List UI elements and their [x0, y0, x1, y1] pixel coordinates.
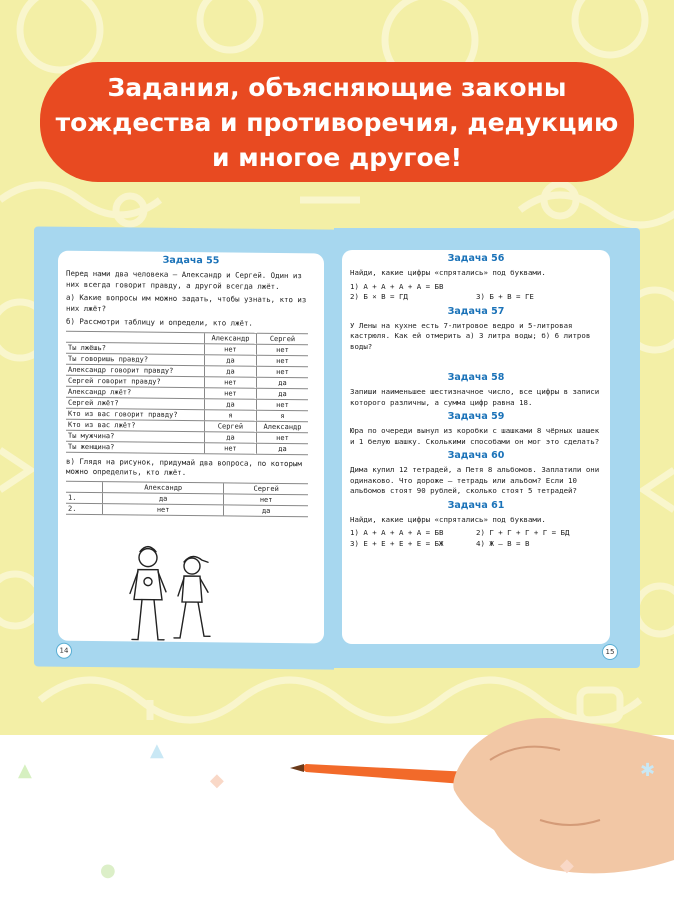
left-page-content	[58, 251, 324, 644]
open-book	[34, 228, 640, 676]
table-row: Ты мужчина? да нет	[66, 430, 308, 444]
decorative-shape: ▲	[150, 740, 164, 761]
boy-and-girl-illustration	[110, 541, 230, 643]
right-page-content	[342, 250, 610, 644]
right-page-number: 15	[602, 644, 618, 660]
table-row: Кто из вас говорит правду? я я	[66, 408, 308, 422]
decorative-shape: ▲	[18, 760, 32, 781]
banner-line-3: и многое другое!	[212, 142, 462, 172]
task-55-part-a: а) Какие вопросы им можно задать, чтобы узнать, кто из них лжёт?	[66, 292, 307, 313]
table-header: Александр	[103, 481, 224, 493]
hand-with-pencil-illustration	[290, 690, 674, 899]
table-header: Сергей	[224, 482, 308, 494]
decorative-shape: ◆	[210, 770, 224, 791]
answer-table	[66, 480, 308, 517]
task-58-title: Задача 58	[447, 372, 505, 383]
task-60-title: Задача 60	[447, 450, 505, 461]
banner-line-1: Задания, объясняющие законы	[107, 72, 567, 102]
task-60-text: Дима купил 12 тетрадей, а Петя 8 альбомов. Заплатили они одинаково. Что дороже — тетрадь или альбом? Если 10 альбомов стоят 90 рублей, сколько стоят 5 тетрадей?	[350, 465, 600, 495]
table-row: Сергей лжёт? да нет	[66, 397, 308, 411]
left-page	[34, 226, 334, 669]
table-header: Сергей	[257, 333, 309, 345]
truth-table	[66, 330, 308, 455]
table-row: Ты женщина? нет да	[66, 441, 308, 455]
decorative-shape: ●	[100, 860, 116, 881]
table-row: 2. нет да	[66, 503, 308, 517]
task-61-title: Задача 61	[447, 499, 505, 511]
table-row: Александр говорит правду? да нет	[66, 364, 308, 378]
task-57-title: Задача 57	[447, 305, 505, 317]
task-55-part-c-block	[58, 456, 324, 480]
table-row: Ты говоришь правду? да нет	[66, 353, 308, 367]
task-59-title: Задача 59	[447, 411, 505, 422]
task-56-text: Найди, какие цифры «спрятались» под буквами. 1) А + А + А + А = БВ 2) Б × В = ГД 3) Б + В = ГЕ	[350, 268, 546, 301]
table-row: Кто из вас лжёт? Сергей Александр	[66, 419, 308, 433]
task-61-text: Найди, какие цифры «спрятались» под буквами. 1) А + А + А + А = БВ 2) Г + Г + Г + Г = БД 3) Е + Е + Е + Е = БЖ 4) Ж – В = В	[350, 514, 570, 548]
task-55-intro: Перед нами два человека — Александр и Сергей. Один из них всегда говорит правду, а другой всегда лжёт.	[66, 268, 302, 291]
task-58-text: Запиши наименьшее шестизначное число, все цифры в записи которого различны, а сумма цифр равна 18.	[350, 387, 600, 407]
banner-line-2: тождества и противоречия, дедукцию	[55, 107, 619, 137]
task-55-text	[58, 269, 324, 330]
table-header: Александр	[204, 332, 256, 344]
decorative-shape: ◆	[560, 855, 574, 876]
decorative-shape: ✱	[640, 760, 656, 781]
headline-banner	[40, 62, 634, 182]
right-page	[334, 228, 640, 668]
task-57-text: У Лены на кухне есть 7-литровое ведро и 5-литровая кастрюля. Как ей отмерить а) 3 литра воды; б) 6 литров воды?	[350, 320, 591, 351]
table-row: Александр лжёт? нет да	[66, 386, 308, 400]
task-56-title: Задача 56	[447, 253, 505, 264]
table-row: Ты лжёшь? нет нет	[66, 342, 308, 356]
table-row: 1. да нет	[66, 492, 308, 506]
task-59-text: Юра по очереди вынул из коробки с шашками 8 чёрных шашек и 1 белую шашку. Сколькими способами он мог это сделать?	[350, 426, 600, 446]
task-55-part-c: в) Глядя на рисунок, придумай два вопроса, по которым можно определить, кто лжёт.	[66, 456, 302, 478]
left-page-number: 14	[56, 643, 72, 659]
table-row: Сергей говорит правду? нет да	[66, 375, 308, 389]
task-55-title: Задача 55	[162, 254, 220, 267]
task-55-part-b: б) Рассмотри таблицу и определи, кто лжёт.	[66, 316, 253, 328]
